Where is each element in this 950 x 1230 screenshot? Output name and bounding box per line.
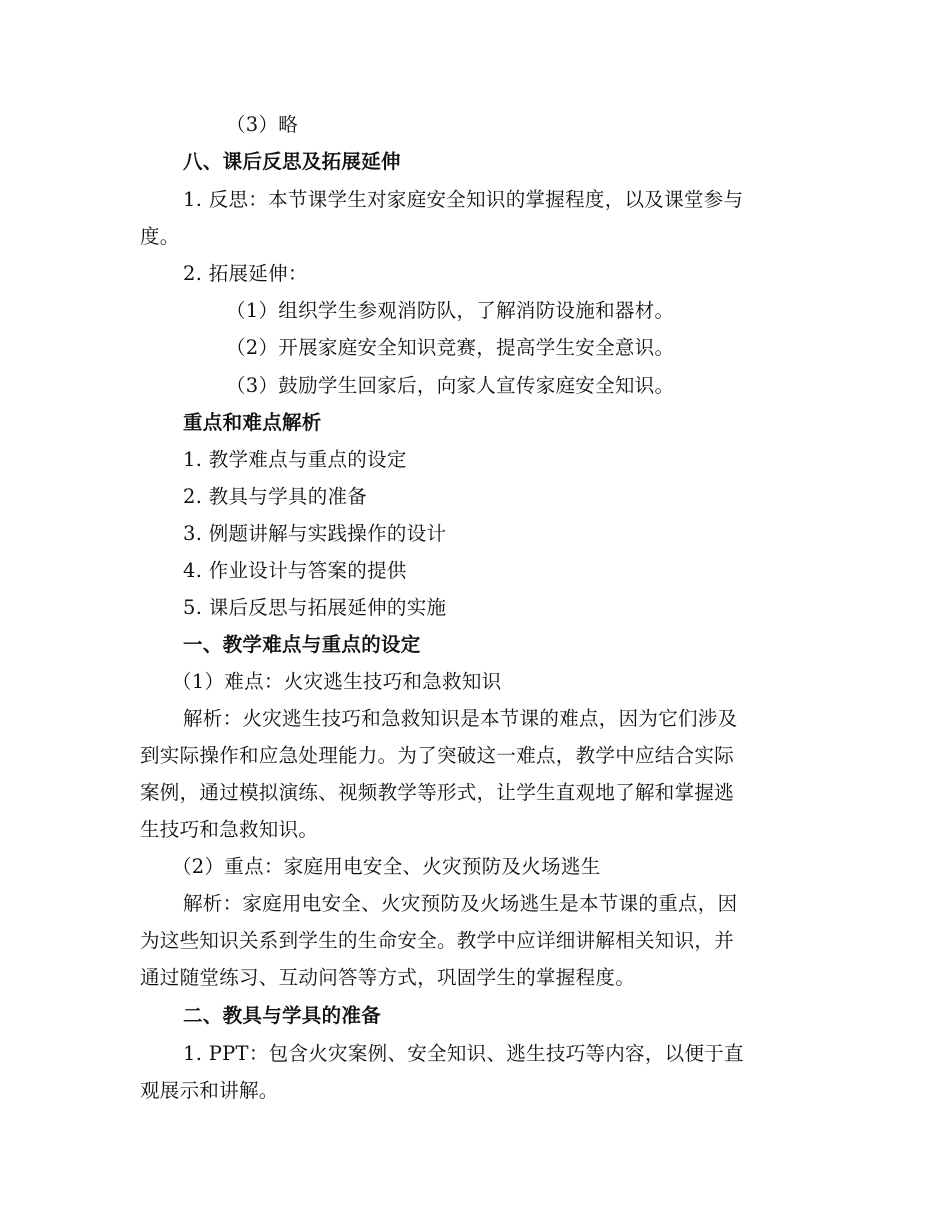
key-points-item-5: 5. 课后反思与拓展延伸的实施 (183, 596, 447, 619)
section-heading-8: 八、课后反思及拓展延伸 (183, 150, 401, 173)
section-heading-1: 一、教学难点与重点的设定 (183, 633, 421, 656)
reflection-paragraph-line-2: 度。 (140, 225, 180, 248)
extension-sub-item-1: （1）组织学生参观消防队，了解消防设施和器材。 (226, 299, 675, 322)
key-points-item-4: 4. 作业设计与答案的提供 (183, 559, 407, 582)
ppt-item-line-1: 1. PPT：包含火灾案例、安全知识、逃生技巧等内容，以便于直 (183, 1042, 744, 1065)
key-point-analysis-line-3: 通过随堂练习、互动问答等方式，巩固学生的掌握程度。 (140, 966, 636, 989)
difficulty-analysis-line-2: 到实际操作和应急处理能力。为了突破这一难点，教学中应结合实际 (140, 744, 735, 767)
difficulty-analysis-line-3: 案例，通过模拟演练、视频教学等形式，让学生直观地了解和掌握逃 (140, 781, 735, 804)
ppt-item-line-2: 观展示和讲解。 (140, 1079, 279, 1102)
key-point-label: （2）重点：家庭用电安全、火灾预防及火场逃生 (172, 855, 601, 878)
extension-item: 2. 拓展延伸： (183, 262, 308, 285)
reflection-paragraph-line-1: 1. 反思：本节课学生对家庭安全知识的掌握程度，以及课堂参与 (183, 188, 744, 211)
extension-sub-item-3: （3）鼓励学生回家后，向家人宣传家庭安全知识。 (226, 374, 675, 397)
key-points-item-3: 3. 例题讲解与实践操作的设计 (183, 522, 447, 545)
sub-item-3-omitted: （3）略 (226, 113, 299, 136)
key-points-heading: 重点和难点解析 (183, 411, 322, 434)
section-heading-2: 二、教具与学具的准备 (183, 1004, 382, 1027)
key-points-item-2: 2. 教具与学具的准备 (183, 485, 368, 508)
key-point-analysis-line-1: 解析：家庭用电安全、火灾预防及火场逃生是本节课的重点，因 (183, 892, 738, 915)
difficulty-analysis-line-1: 解析：火灾逃生技巧和急救知识是本节课的难点，因为它们涉及 (183, 707, 738, 730)
key-point-analysis-line-2: 为这些知识关系到学生的生命安全。教学中应详细讲解相关知识，并 (140, 929, 735, 952)
key-points-item-1: 1. 教学难点与重点的设定 (183, 448, 407, 471)
difficulty-label: （1）难点：火灾逃生技巧和急救知识 (172, 670, 502, 693)
difficulty-analysis-line-4: 生技巧和急救知识。 (140, 818, 319, 841)
extension-sub-item-2: （2）开展家庭安全知识竞赛，提高学生安全意识。 (226, 336, 675, 359)
